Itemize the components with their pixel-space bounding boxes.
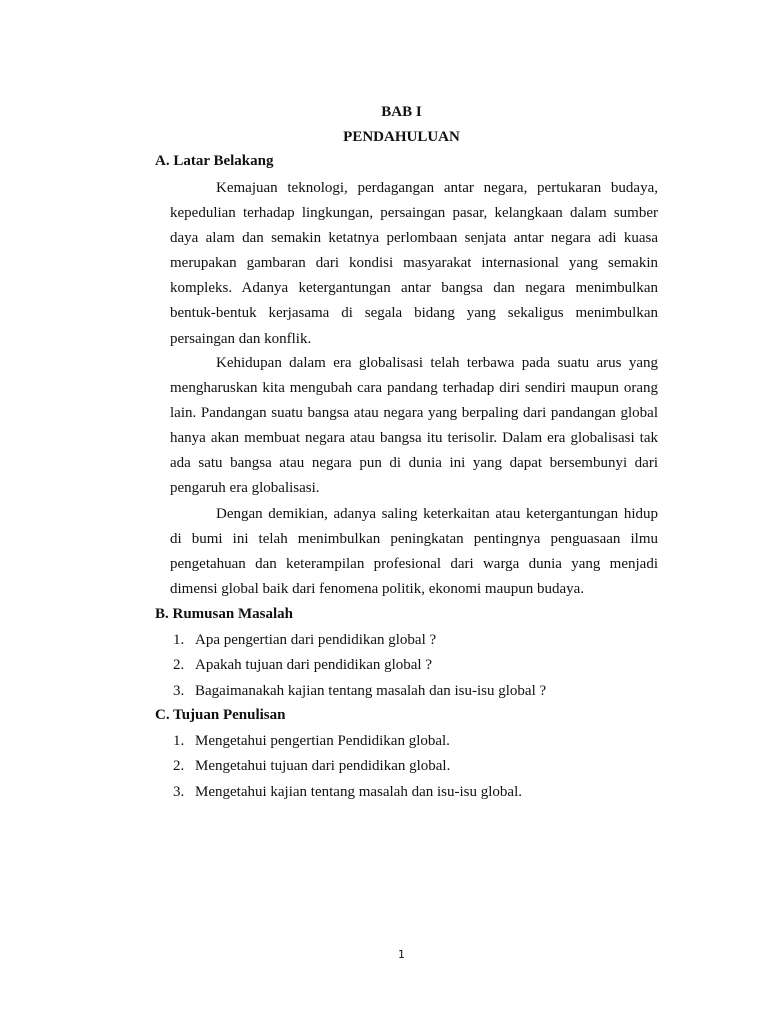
list-item xyxy=(170,754,522,779)
list-item xyxy=(170,653,546,678)
list-item-text: Mengetahui kajian tentang masalah dan isu-isu global. xyxy=(195,783,522,800)
list-item xyxy=(170,679,546,704)
page-title: PENDAHULUAN xyxy=(343,129,460,145)
section-heading-latar-belakang: A. Latar Belakang xyxy=(155,153,274,169)
page-number: 1 xyxy=(398,948,405,961)
chapter-label: BAB I xyxy=(381,104,422,120)
problem-list xyxy=(170,628,546,704)
list-item-text: Apa pengertian dari pendidikan global ? xyxy=(195,632,437,648)
list-number: 3. xyxy=(173,783,185,800)
list-item xyxy=(170,729,522,754)
list-item-text: Bagaimanakah kajian tentang masalah dan isu-isu global ? xyxy=(195,682,547,699)
list-item-text: Mengetahui pengertian Pendidikan global. xyxy=(195,733,450,749)
section-heading-tujuan-penulisan: C. Tujuan Penulisan xyxy=(155,707,286,723)
list-number: 2. xyxy=(173,657,185,674)
paragraph xyxy=(170,351,658,502)
list-item-text: Mengetahui tujuan dari pendidikan global. xyxy=(195,758,451,775)
paragraph xyxy=(170,176,658,352)
list-item xyxy=(170,628,546,653)
paragraph-text: Kehidupan dalam era globalisasi telah terbawa pada suatu arus yang mengharuskan kita mengubah cara pandang terhadap diri sendiri maupun orang lain. Pandangan suatu bangsa atau negara yang berpaling dari pandangan global hanya akan membuat negara atau bangsa itu terisolir. Dalam era globalisasi tak ada satu bangsa atau negara pun di dunia ini yang dapat bersembunyi dari pengaruh era globalisasi. xyxy=(170,355,658,497)
list-number: 1. xyxy=(173,632,185,648)
paragraph-text: Dengan demikian, adanya saling keterkaitan atau ketergantungan hidup di bumi ini telah menimbulkan peningkatan pentingnya penguasaan ilmu pengetahuan dan keterampilan profesional dari warga dunia yang menjadi dimensi global baik dari fenomena politik, ekonomi maupun budaya. xyxy=(170,506,658,598)
list-number: 3. xyxy=(173,682,185,699)
list-item-text: Apakah tujuan dari pendidikan global ? xyxy=(195,657,433,674)
paragraph xyxy=(170,502,658,602)
objective-list xyxy=(170,729,522,805)
section-heading-rumusan-masalah: B. Rumusan Masalah xyxy=(155,606,293,622)
list-number: 1. xyxy=(173,733,185,749)
paragraph-text: Kemajuan teknologi, perdagangan antar negara, pertukaran budaya, kepedulian terhadap lingkungan, persaingan pasar, kelangkaan dalam sumber daya alam dan semakin ketatnya perlombaan senjata antar negara adi kuasa merupakan gambaran dari kondisi masyarakat internasional yang semakin kompleks. Adanya ketergantungan antar bangsa dan negara menimbulkan bentuk-bentuk kerjasama di segala bidang yang sekaligus menimbulkan persaingan dan konflik. xyxy=(170,180,658,347)
list-item xyxy=(170,780,522,805)
list-number: 2. xyxy=(173,758,185,775)
